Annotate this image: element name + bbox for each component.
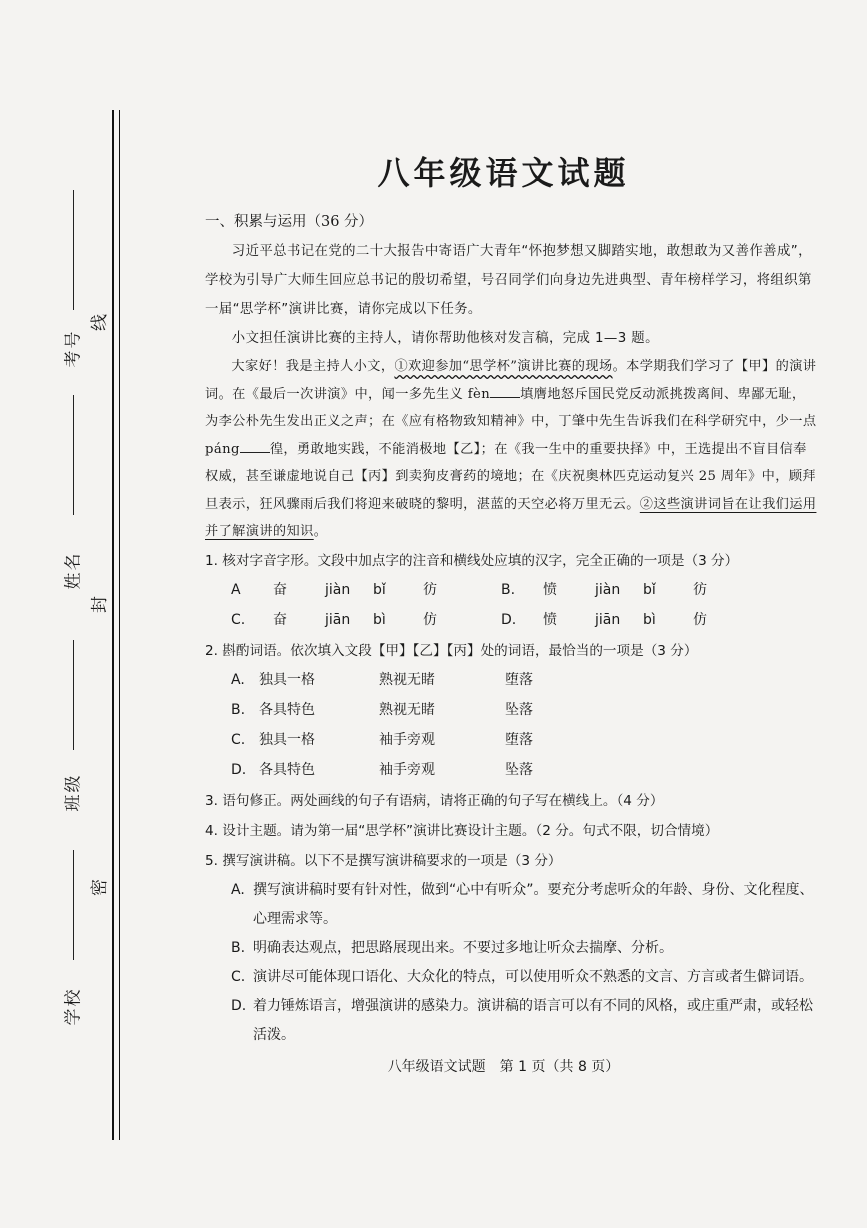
option-cell: bì xyxy=(643,612,656,628)
option-cell: 奋 xyxy=(273,612,287,628)
question-2-option[interactable]: C. 独具一格 袖手旁观 堕落 xyxy=(231,732,533,748)
school-line xyxy=(73,850,74,960)
question-1-stem: 1. 核对字音字形。文段中加点字的注音和横线处应填的汉字，完全正确的一项是（3 分） xyxy=(205,552,739,569)
underlined-sentence-2: ②这些演讲词旨在让我们运用并了解演讲的知识 xyxy=(205,496,817,539)
page-footer: 八年级语文试题 第 1 页（共 8 页） xyxy=(387,1059,620,1075)
option-letter[interactable]: B. xyxy=(501,582,516,598)
speech-text-2: 。本学期我们学习了【甲】的演讲词。在《最后一次讲演》中，闻一多先生义 fèn xyxy=(205,359,817,402)
fold-line-mi: 密 xyxy=(90,879,110,896)
question-1-options-row xyxy=(205,606,817,636)
binding-rule-outer xyxy=(112,110,114,1140)
option-letter[interactable]: D. xyxy=(501,612,517,628)
option-letter[interactable]: C. xyxy=(231,612,246,628)
option-cell: jiàn xyxy=(595,582,621,598)
speech-text-1: 大家好！我是主持人小文， xyxy=(231,359,395,374)
intro-paragraph: 习近平总书记在党的二十大报告中寄语广大青年“怀抱梦想又脚踏实地，敢想敢为又善作善成”，学校为引导广大师生回应总书记的殷切希望，号召同学们向身边先进典型、青年榜样学习，将组织第一届“思学杯”演讲比赛，请你完成以下任务。 xyxy=(205,244,812,317)
fold-line-feng: 封 xyxy=(90,596,110,613)
exam-content xyxy=(205,208,817,1050)
speech-text-4: 徨，勇敢地实践，不能消极地【乙】；在《我一生中的重要抉择》中，王选提出不盲目信奉权威，甚至谦虚地说自己【丙】到卖狗皮膏药的境地；在《庆祝奥林匹克运动复兴 25 周年》中，顾拜旦表示，狂风骤雨后我们将迎来破晓的黎明，湛蓝的天空必将万里无云。 xyxy=(205,441,817,512)
question-5-option[interactable]: C. 演讲尽可能体现口语化、大众化的特点，可以使用听众不熟悉的文言、方言或者生僻词语。 xyxy=(231,968,813,985)
question-2-option[interactable]: D. 各具特色 袖手旁观 坠落 xyxy=(231,762,533,778)
question-2-option[interactable]: B. 各具特色 熟视无睹 坠落 xyxy=(231,702,533,718)
speech-text-3: 填膺地怒斥国民党反动派挑拨离间、卑鄙无耻，为李公朴先生发出正义之声；在《应有格物致知精神》中，丁肇中先生告诉我们在科学研究中，少一点 páng xyxy=(205,386,817,457)
question-4-stem: 4. 设计主题。请为第一届“思学杯”演讲比赛设计主题。（2 分。句式不限，切合情境） xyxy=(205,822,719,839)
option-cell: 仿 xyxy=(693,612,707,628)
option-cell: 愤 xyxy=(543,582,557,598)
option-cell: bǐ xyxy=(373,582,386,598)
question-5-option[interactable]: B. 明确表达观点，把思路展现出来。不要过多地让听众去揣摩、分析。 xyxy=(231,939,673,956)
question-5-option[interactable]: A. 撰写演讲稿时要有针对性，做到“心中有听众”。要充分考虑听众的年龄、身份、文化程度、心理需求等。 xyxy=(231,881,814,927)
school-label: 学校 xyxy=(63,987,84,1026)
option-cell: jiān xyxy=(595,612,621,628)
question-5-stem: 5. 撰写演讲稿。以下不是撰写演讲稿要求的一项是（3 分） xyxy=(205,852,562,869)
question-2-stem: 2. 斟酌词语。依次填入文段【甲】【乙】【丙】处的词语，最恰当的一项是（3 分） xyxy=(205,642,698,659)
class-label: 班级 xyxy=(63,773,84,812)
name-line xyxy=(73,395,74,515)
option-cell: bì xyxy=(373,612,386,628)
exam-number-line xyxy=(73,190,74,310)
underlined-sentence-1: ①欢迎参加“思学杯”演讲比赛的现场 xyxy=(394,359,613,374)
option-cell: 彷 xyxy=(423,582,437,598)
task-paragraph: 小文担任演讲比赛的主持人，请你帮助他核对发言稿，完成 1—3 题。 xyxy=(231,331,659,346)
option-cell: 彷 xyxy=(693,582,707,598)
section-heading: 一、积累与运用（36 分） xyxy=(205,214,374,230)
option-letter[interactable]: A xyxy=(231,582,241,598)
question-1-options-row xyxy=(205,576,817,606)
name-label: 姓名 xyxy=(63,551,84,590)
question-3-stem: 3. 语句修正。两处画线的句子有语病，请将正确的句子写在横线上。（4 分） xyxy=(205,792,664,809)
option-cell: jiàn xyxy=(325,582,351,598)
fill-blank-pang[interactable] xyxy=(240,440,270,453)
speech-text-5: 。 xyxy=(313,524,328,539)
fold-line-xian: 线 xyxy=(90,314,110,331)
exam-number-label: 考号 xyxy=(63,329,84,368)
speech-paragraph xyxy=(205,353,817,546)
class-line xyxy=(73,640,74,750)
binding-rule-inner xyxy=(119,110,120,1140)
question-5-option[interactable]: D. 着力锤炼语言，增强演讲的感染力。演讲稿的语言可以有不同的风格，或庄重严肃，或轻松活泼。 xyxy=(231,997,813,1043)
option-cell: 仿 xyxy=(423,612,437,628)
option-cell: jiān xyxy=(325,612,351,628)
page-title: 八年级语文试题 xyxy=(377,154,630,192)
question-2-option[interactable]: A. 独具一格 熟视无睹 堕落 xyxy=(231,672,533,688)
option-cell: 愤 xyxy=(543,612,557,628)
option-cell: 奋 xyxy=(273,582,287,598)
fill-blank-fen[interactable] xyxy=(490,385,520,398)
option-cell: bǐ xyxy=(643,582,656,598)
